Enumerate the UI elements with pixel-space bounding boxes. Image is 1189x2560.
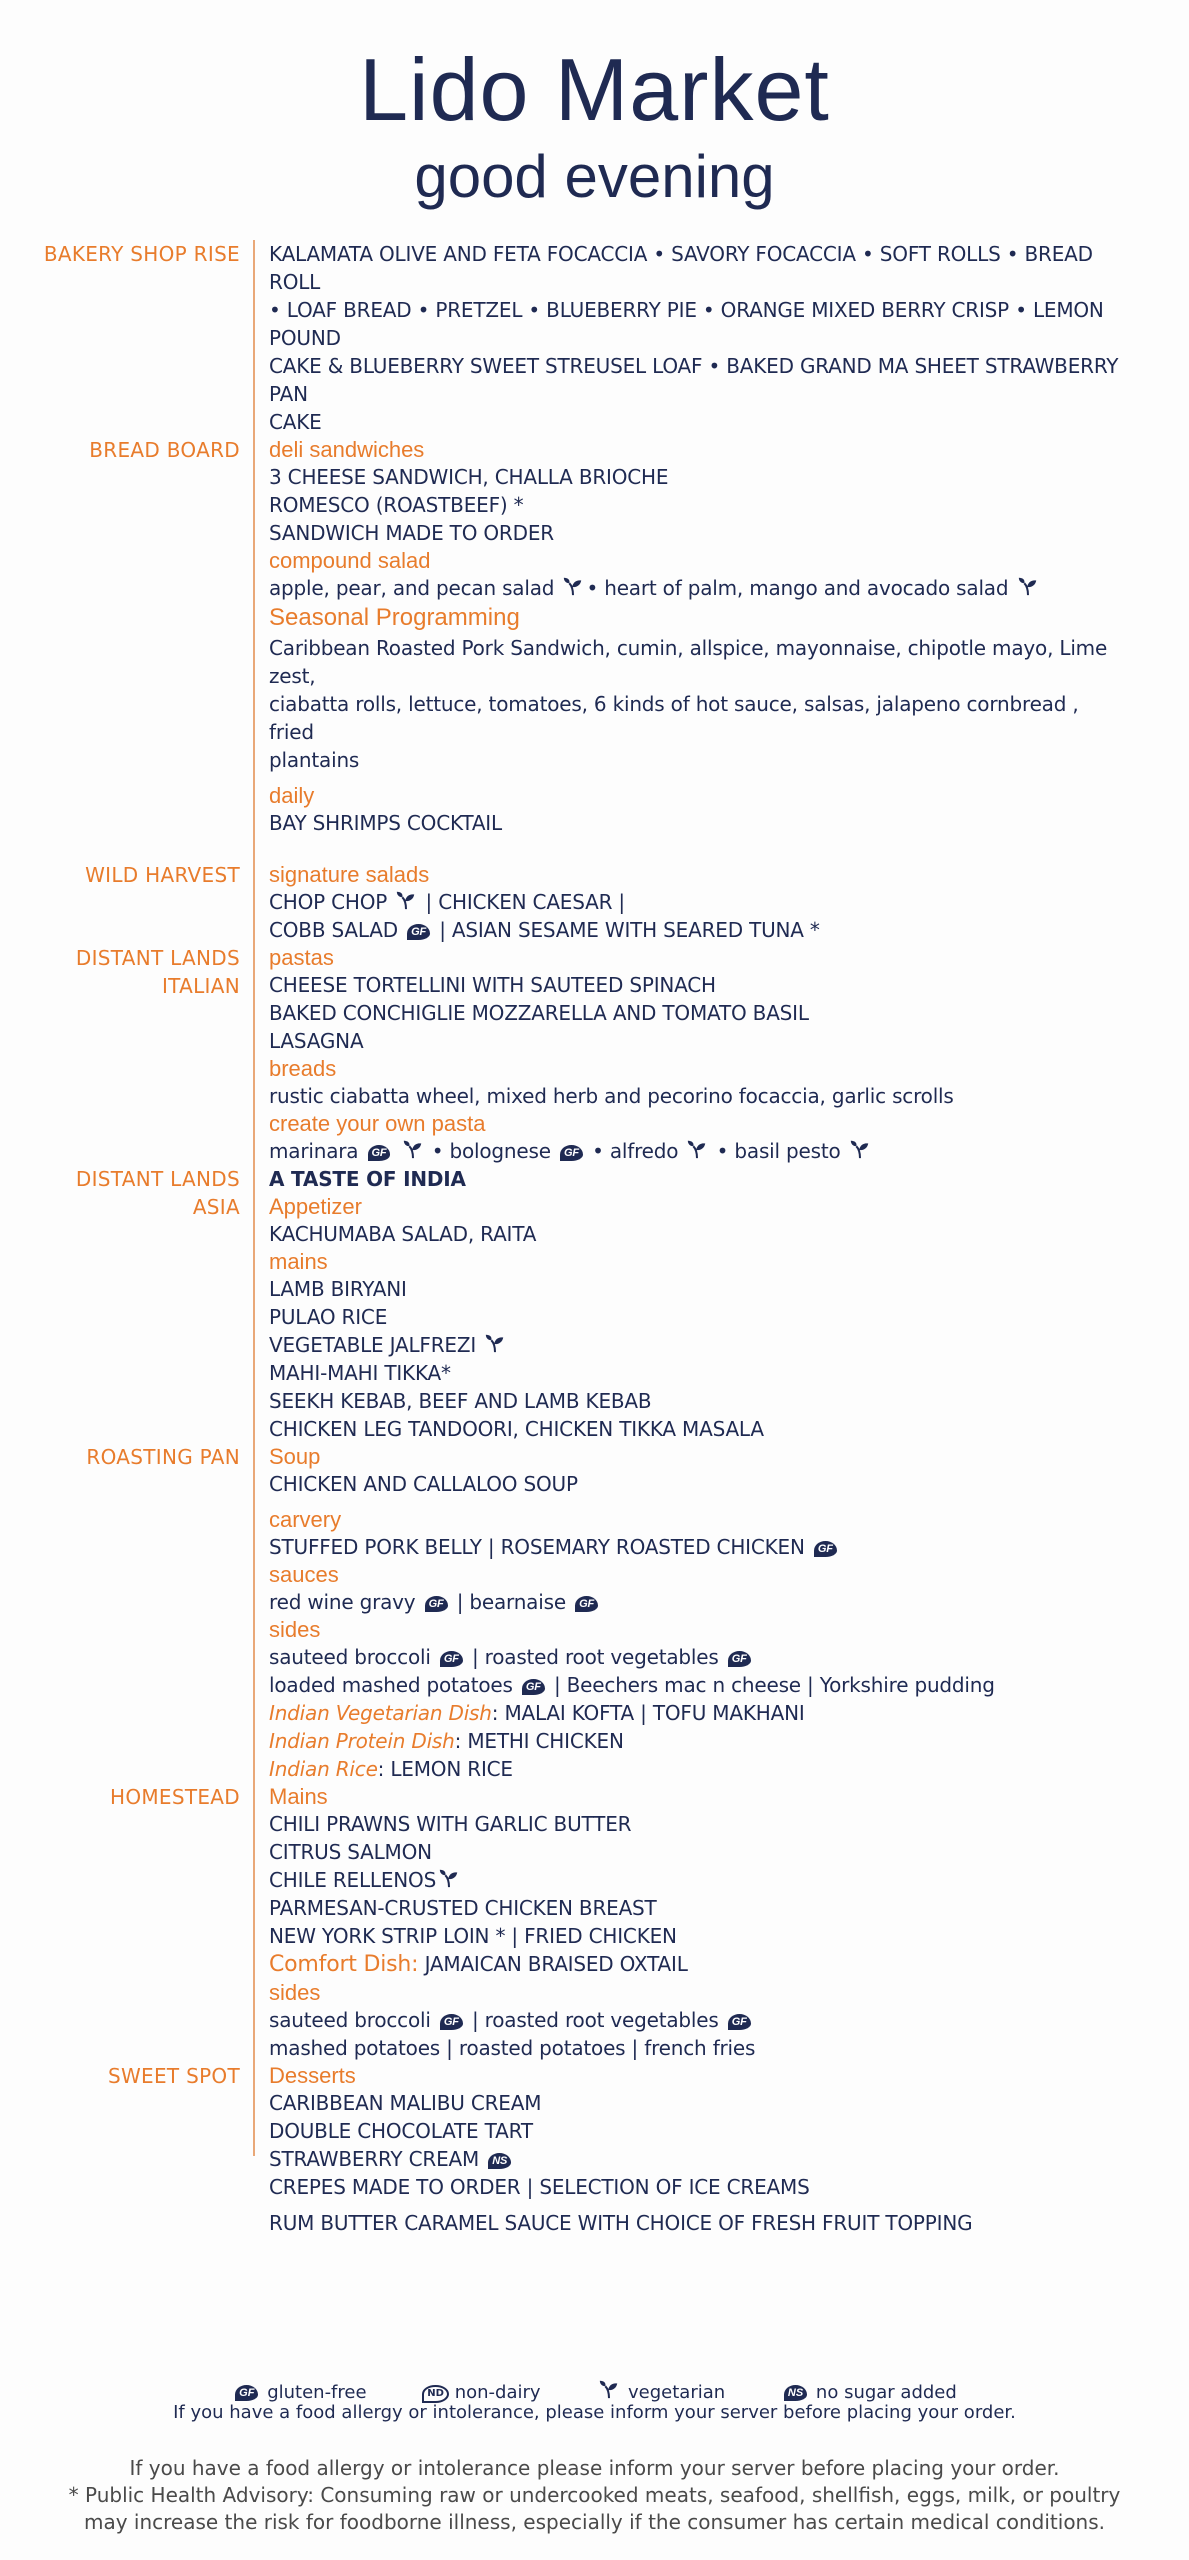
vegetarian-icon: [686, 1138, 708, 1160]
category-title: Desserts: [269, 2063, 356, 2088]
dish-name: marinara: [269, 1139, 359, 1163]
menu-line: PULAO RICE: [269, 1305, 388, 1329]
menu-line: ROMESCO (ROASTBEEF) *: [269, 493, 524, 517]
section-label: WILD HARVEST: [85, 863, 240, 887]
menu-line: [269, 1137, 1129, 1165]
dietary-legend: [0, 2378, 1189, 2403]
dish-name: • bolognese: [431, 1139, 551, 1163]
menu-body: [0, 240, 1189, 2237]
vegetarian-icon: [438, 1867, 460, 1889]
menu-line: CITRUS SALMON: [269, 1840, 432, 1864]
legend-label: gluten-free: [267, 2382, 367, 2403]
ns-badge-icon: NS: [784, 2385, 807, 2401]
dish-name: loaded mashed potatoes: [269, 1673, 513, 1697]
dish-category: Indian Rice: [269, 1757, 378, 1781]
allergy-notice: If you have a food allergy or intolerance, please inform your server before placing your order.: [173, 2402, 1016, 2423]
menu-line: [269, 1866, 1129, 1894]
gf-badge-icon: GF: [407, 924, 430, 940]
menu-line: SEEKH KEBAB, BEEF AND LAMB KEBAB: [269, 1389, 652, 1413]
dish-name: | roasted root vegetables: [471, 1645, 719, 1669]
menu-line: KACHUMABA SALAD, RAITA: [269, 1222, 537, 1246]
menu-line: [269, 1533, 1129, 1561]
dish-name: : METHI CHICKEN: [454, 1729, 624, 1753]
footer-line: may increase the risk for foodborne illness, especially if the consumer has certain medical conditions.: [83, 2510, 1106, 2534]
gf-badge-icon: GF: [575, 1596, 598, 1612]
menu-line: LAMB BIRYANI: [269, 1277, 407, 1301]
menu-line: CHEESE TORTELLINI WITH SAUTEED SPINACH: [269, 973, 716, 997]
gf-badge-icon: GF: [440, 2014, 463, 2030]
menu-line: Caribbean Roasted Pork Sandwich, cumin, allspice, mayonnaise, chipotle mayo, Lime zest,: [269, 636, 1108, 688]
section-sublabel: ITALIAN: [161, 974, 240, 998]
gf-badge-icon: GF: [368, 1145, 391, 1161]
vegetarian-icon: [562, 575, 584, 597]
menu-line: 3 CHEESE SANDWICH, CHALLA BRIOCHE: [269, 465, 669, 489]
section-homestead: [0, 1783, 1189, 2062]
section-label: HOMESTEAD: [109, 1785, 240, 1809]
menu-line: plantains: [269, 748, 360, 772]
dish-name: sauteed broccoli: [269, 1645, 431, 1669]
gf-badge-icon: GF: [440, 1651, 463, 1667]
menu-line: CHICKEN AND CALLALOO SOUP: [269, 1472, 578, 1496]
category-title: mains: [269, 1249, 328, 1274]
section-distant-lands-asia: [0, 1165, 1189, 1443]
category-title: Mains: [269, 1784, 328, 1809]
dish-name: STUFFED PORK BELLY | ROSEMARY ROASTED CHICKEN: [269, 1535, 805, 1559]
category-title: carvery: [269, 1507, 342, 1532]
menu-line: CREPES MADE TO ORDER | SELECTION OF ICE CREAMS: [269, 2175, 810, 2199]
category-title: Soup: [269, 1444, 321, 1469]
category-title: signature salads: [269, 862, 430, 887]
menu-line: PARMESAN-CRUSTED CHICKEN BREAST: [269, 1896, 657, 1920]
category-title: daily: [269, 783, 315, 808]
category-title: breads: [269, 1056, 337, 1081]
dish-name: sauteed broccoli: [269, 2008, 431, 2032]
dish-name: VEGETABLE JALFREZI: [269, 1333, 477, 1357]
dish-category: Comfort Dish:: [269, 1952, 419, 1977]
dish-name: • basil pesto: [716, 1139, 841, 1163]
menu-line: [269, 1727, 1129, 1755]
section-label: BAKERY SHOP RISE: [43, 242, 240, 266]
menu-line: [269, 2145, 1129, 2173]
gf-badge-icon: GF: [728, 1651, 751, 1667]
menu-line: BAY SHRIMPS COCKTAIL: [269, 811, 502, 835]
ns-badge-icon: NS: [488, 2153, 511, 2169]
section-bakery: [0, 240, 1189, 436]
dish-category: Indian Vegetarian Dish: [269, 1701, 492, 1725]
vegetarian-icon: [484, 1332, 506, 1354]
category-title: deli sandwiches: [269, 437, 425, 462]
category-title: Seasonal Programming: [269, 604, 520, 631]
dish-name: | CHICKEN CAESAR |: [425, 890, 625, 914]
menu-line: • LOAF BREAD • PRETZEL • BLUEBERRY PIE • ORANGE MIXED BERRY CRISP • LEMON POUND: [269, 298, 1104, 350]
section-bread-board: [0, 436, 1189, 861]
menu-line: [269, 1950, 1129, 1979]
menu-line: RUM BUTTER CARAMEL SAUCE WITH CHOICE OF FRESH FRUIT TOPPING: [269, 2211, 973, 2235]
vegetarian-icon: [395, 889, 417, 911]
menu-line: [269, 1671, 1129, 1699]
menu-line: mashed potatoes | roasted potatoes | french fries: [269, 2036, 756, 2060]
vegetarian-icon: [598, 2378, 620, 2400]
nd-badge-icon: ND: [422, 2385, 449, 2403]
legend-label: vegetarian: [628, 2382, 726, 2403]
dish-name: | Beechers mac n cheese | Yorkshire pudding: [553, 1673, 995, 1697]
category-title: sides: [269, 1980, 321, 2005]
gf-badge-icon: GF: [235, 2385, 258, 2401]
section-distant-lands-italian: [0, 944, 1189, 1165]
dish-name: heart of palm, mango and avocado salad: [604, 576, 1009, 600]
vegetarian-icon: [402, 1138, 424, 1160]
cuisine-heading: A TASTE OF INDIA: [269, 1167, 466, 1191]
vegetarian-icon: [849, 1138, 871, 1160]
dish-name: STRAWBERRY CREAM: [269, 2147, 480, 2171]
menu-line: [269, 1699, 1129, 1727]
menu-line: CAKE: [269, 410, 322, 434]
menu-line: MAHI-MAHI TIKKA*: [269, 1361, 451, 1385]
menu-line: [269, 2006, 1129, 2034]
legend-gluten-free: [232, 2382, 366, 2403]
category-title: Appetizer: [269, 1194, 362, 1219]
menu-line: rustic ciabatta wheel, mixed herb and pecorino focaccia, garlic scrolls: [269, 1084, 954, 1108]
menu-line: apple, pear, and pecan salad • heart of palm, mango and avocado salad: [269, 574, 1129, 602]
gf-badge-icon: GF: [425, 1596, 448, 1612]
section-sweet-spot: [0, 2062, 1189, 2237]
dish-name: | ASIAN SESAME WITH SEARED TUNA *: [439, 918, 820, 942]
dish-name: : MALAI KOFTA | TOFU MAKHANI: [491, 1701, 805, 1725]
menu-line: KALAMATA OLIVE AND FETA FOCACCIA • SAVORY FOCACCIA • SOFT ROLLS • BREAD ROLL: [269, 242, 1093, 294]
menu-line: CARIBBEAN MALIBU CREAM: [269, 2091, 542, 2115]
venue-title: Lido Market: [359, 40, 830, 139]
category-title: sauces: [269, 1562, 339, 1587]
footer: [0, 2455, 1189, 2536]
section-label: BREAD BOARD: [89, 438, 240, 462]
dish-name: CHILE RELLENOS: [269, 1868, 437, 1892]
menu-line: NEW YORK STRIP LOIN * | FRIED CHICKEN: [269, 1924, 677, 1948]
vegetarian-icon: [1017, 575, 1039, 597]
menu-line: [269, 1755, 1129, 1783]
gf-badge-icon: GF: [522, 1679, 545, 1695]
legend-vegetarian: [596, 2378, 725, 2403]
dish-name: • alfredo: [592, 1139, 679, 1163]
gf-badge-icon: GF: [560, 1145, 583, 1161]
dish-name: apple, pear, and pecan salad: [269, 576, 555, 600]
menu-line: SANDWICH MADE TO ORDER: [269, 521, 554, 545]
menu-line: CHILI PRAWNS WITH GARLIC BUTTER: [269, 1812, 632, 1836]
category-title: compound salad: [269, 548, 431, 573]
section-label: ROASTING PAN: [86, 1445, 240, 1469]
legend-label: non-dairy: [454, 2382, 541, 2403]
menu-line: LASAGNA: [269, 1029, 364, 1053]
legend-no-sugar: [781, 2382, 957, 2403]
menu-line: CHICKEN LEG TANDOORI, CHICKEN TIKKA MASALA: [269, 1417, 764, 1441]
category-title: pastas: [269, 945, 334, 970]
dish-name: : LEMON RICE: [377, 1757, 513, 1781]
menu-line: BAKED CONCHIGLIE MOZZARELLA AND TOMATO BASIL: [269, 1001, 809, 1025]
menu-line: [269, 916, 1129, 944]
dish-name: COBB SALAD: [269, 918, 398, 942]
menu-line: CAKE & BLUEBERRY SWEET STREUSEL LOAF • BAKED GRAND MA SHEET STRAWBERRY PAN: [269, 354, 1119, 406]
section-label: DISTANT LANDS: [75, 946, 240, 970]
gf-badge-icon: GF: [814, 1541, 837, 1557]
dish-category: Indian Protein Dish: [269, 1729, 455, 1753]
section-roasting-pan: [0, 1443, 1189, 1783]
menu-line: DOUBLE CHOCOLATE TART: [269, 2119, 533, 2143]
gf-badge-icon: GF: [728, 2014, 751, 2030]
menu-header: [0, 40, 1189, 212]
legend-label: no sugar added: [815, 2382, 957, 2403]
section-label: SWEET SPOT: [107, 2064, 240, 2088]
category-title: create your own pasta: [269, 1111, 486, 1136]
category-title: sides: [269, 1617, 321, 1642]
footer-line: If you have a food allergy or intolerance please inform your server before placing your order.: [129, 2456, 1060, 2480]
section-wild-harvest: [0, 861, 1189, 944]
menu-line: [269, 888, 1129, 916]
dish-name: | bearnaise: [456, 1590, 566, 1614]
section-sublabel: ASIA: [192, 1195, 240, 1219]
menu-line: [269, 1331, 1129, 1359]
menu-line: [269, 1588, 1129, 1616]
menu-line: ciabatta rolls, lettuce, tomatoes, 6 kinds of hot sauce, salsas, jalapeno cornbread , fried: [269, 692, 1079, 744]
dish-name: | roasted root vegetables: [471, 2008, 719, 2032]
section-label: DISTANT LANDS: [75, 1167, 240, 1191]
dish-name: JAMAICAN BRAISED OXTAIL: [418, 1952, 688, 1976]
footer-line: * Public Health Advisory: Consuming raw or undercooked meats, seafood, shellfish, eggs, milk, or poultry: [68, 2483, 1121, 2507]
legend-non-dairy: [422, 2382, 540, 2403]
dish-name: red wine gravy: [269, 1590, 416, 1614]
meal-subtitle: good evening: [414, 143, 775, 210]
dish-name: CHOP CHOP: [269, 890, 388, 914]
menu-line: [269, 1643, 1129, 1671]
